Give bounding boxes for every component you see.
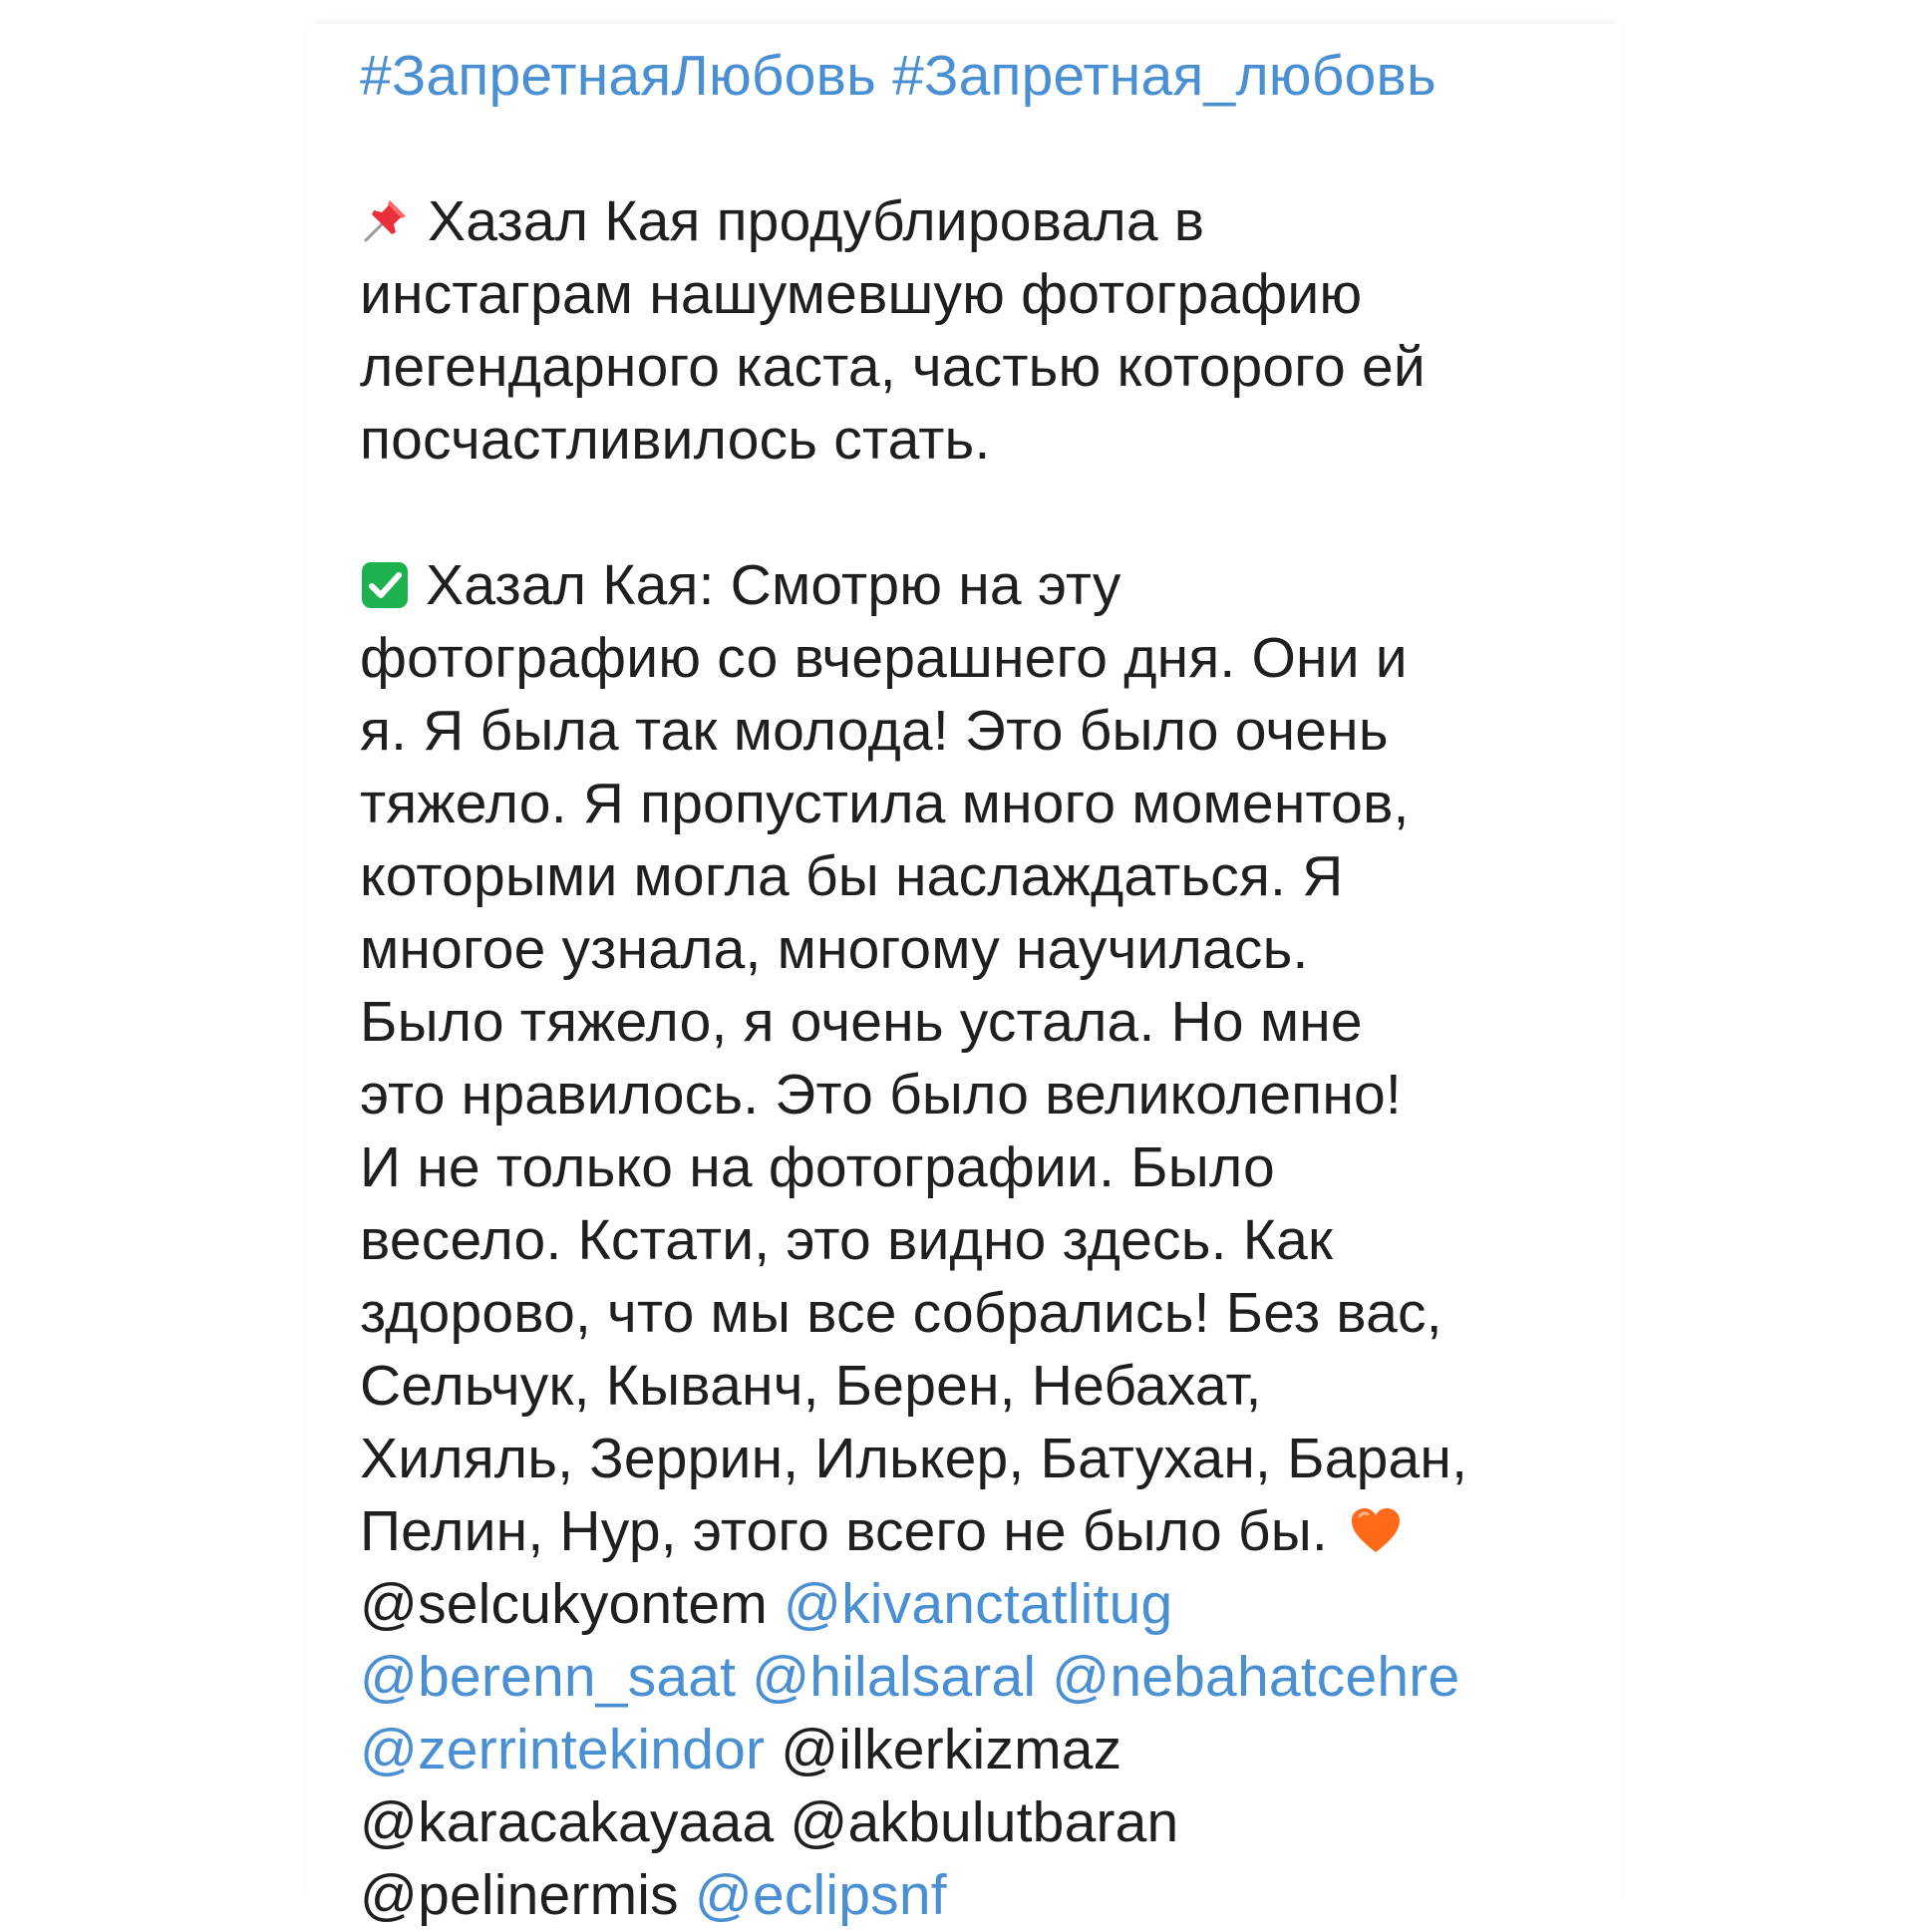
orange-heart-icon bbox=[1350, 1506, 1402, 1554]
paragraph-line: весело. Кстати, это видно здесь. Как bbox=[360, 1208, 1334, 1272]
paragraph-text: Хазал Кая: Смотрю на эту bbox=[426, 553, 1121, 617]
blank-line bbox=[360, 113, 1606, 185]
paragraph-line bbox=[360, 549, 1606, 622]
mention-text: @ilkerkizmaz bbox=[781, 1718, 1122, 1781]
paragraph-line: инстаграм нашумевшую фотографию bbox=[360, 262, 1363, 326]
paragraph-text: Хазал Кая продублировала в bbox=[428, 189, 1205, 253]
hashtag-link[interactable]: #Запретная_любовь bbox=[892, 44, 1436, 108]
check-mark-icon bbox=[360, 560, 410, 610]
paragraph-line: это нравилось. Это было великолепно! bbox=[360, 1063, 1402, 1127]
post-card bbox=[307, 24, 1621, 1927]
paragraph-line: И не только на фотографии. Было bbox=[360, 1135, 1275, 1199]
paragraph-line: Сельчук, Кыванч, Берен, Небахат, bbox=[360, 1354, 1262, 1418]
post-text bbox=[360, 40, 1606, 1932]
paragraph-line bbox=[360, 185, 1606, 258]
paragraph-line: многое узнала, многому научилась. bbox=[360, 917, 1309, 981]
paragraph-text: Пелин, Нур, этого всего не было бы. bbox=[360, 1499, 1328, 1563]
paragraph-line: Было тяжело, я очень устала. Но мне bbox=[360, 990, 1363, 1054]
paragraph-line: здорово, что мы все собрались! Без вас, bbox=[360, 1281, 1442, 1345]
paragraph-line bbox=[360, 1495, 1606, 1568]
paragraph-line: фотографию со вчерашнего дня. Они и bbox=[360, 626, 1408, 690]
mention-text: @pelinermis bbox=[360, 1863, 679, 1927]
mention-link[interactable]: @nebahatcehre bbox=[1052, 1645, 1460, 1709]
mention-link[interactable]: @berenn_saat bbox=[360, 1645, 737, 1709]
mention-link[interactable]: @zerrintekindor bbox=[360, 1718, 766, 1781]
hashtag-link[interactable]: #ЗапретнаяЛюбовь bbox=[360, 44, 877, 108]
blank-line bbox=[360, 477, 1606, 549]
mentions-line bbox=[360, 1786, 1606, 1859]
pushpin-icon bbox=[360, 194, 412, 246]
mentions-line bbox=[360, 1859, 1606, 1932]
mention-text: @akbulutbaran bbox=[790, 1790, 1179, 1854]
mention-link[interactable]: @kivanctatlitug bbox=[784, 1572, 1173, 1636]
paragraph-line: я. Я была так молода! Это было очень bbox=[360, 699, 1389, 763]
mention-link[interactable]: @hilalsaral bbox=[752, 1645, 1037, 1709]
mentions-line bbox=[360, 1641, 1606, 1714]
mention-text: @karacakayaaa bbox=[360, 1790, 775, 1854]
paragraph-line: легендарного каста, частью которого ей bbox=[360, 335, 1426, 399]
mentions-line bbox=[360, 1568, 1606, 1641]
paragraph-line: которыми могла бы наслаждаться. Я bbox=[360, 844, 1344, 908]
paragraph-line: посчастливилось стать. bbox=[360, 408, 991, 472]
paragraph-line: Хиляль, Зеррин, Илькер, Батухан, Баран, bbox=[360, 1427, 1468, 1490]
mention-text: @selcukyontem bbox=[360, 1572, 768, 1636]
hashtags-line bbox=[360, 40, 1606, 113]
mentions-line bbox=[360, 1714, 1606, 1786]
paragraph-line: тяжело. Я пропустила много моментов, bbox=[360, 772, 1410, 835]
mention-link[interactable]: @eclipsnf bbox=[694, 1863, 947, 1927]
